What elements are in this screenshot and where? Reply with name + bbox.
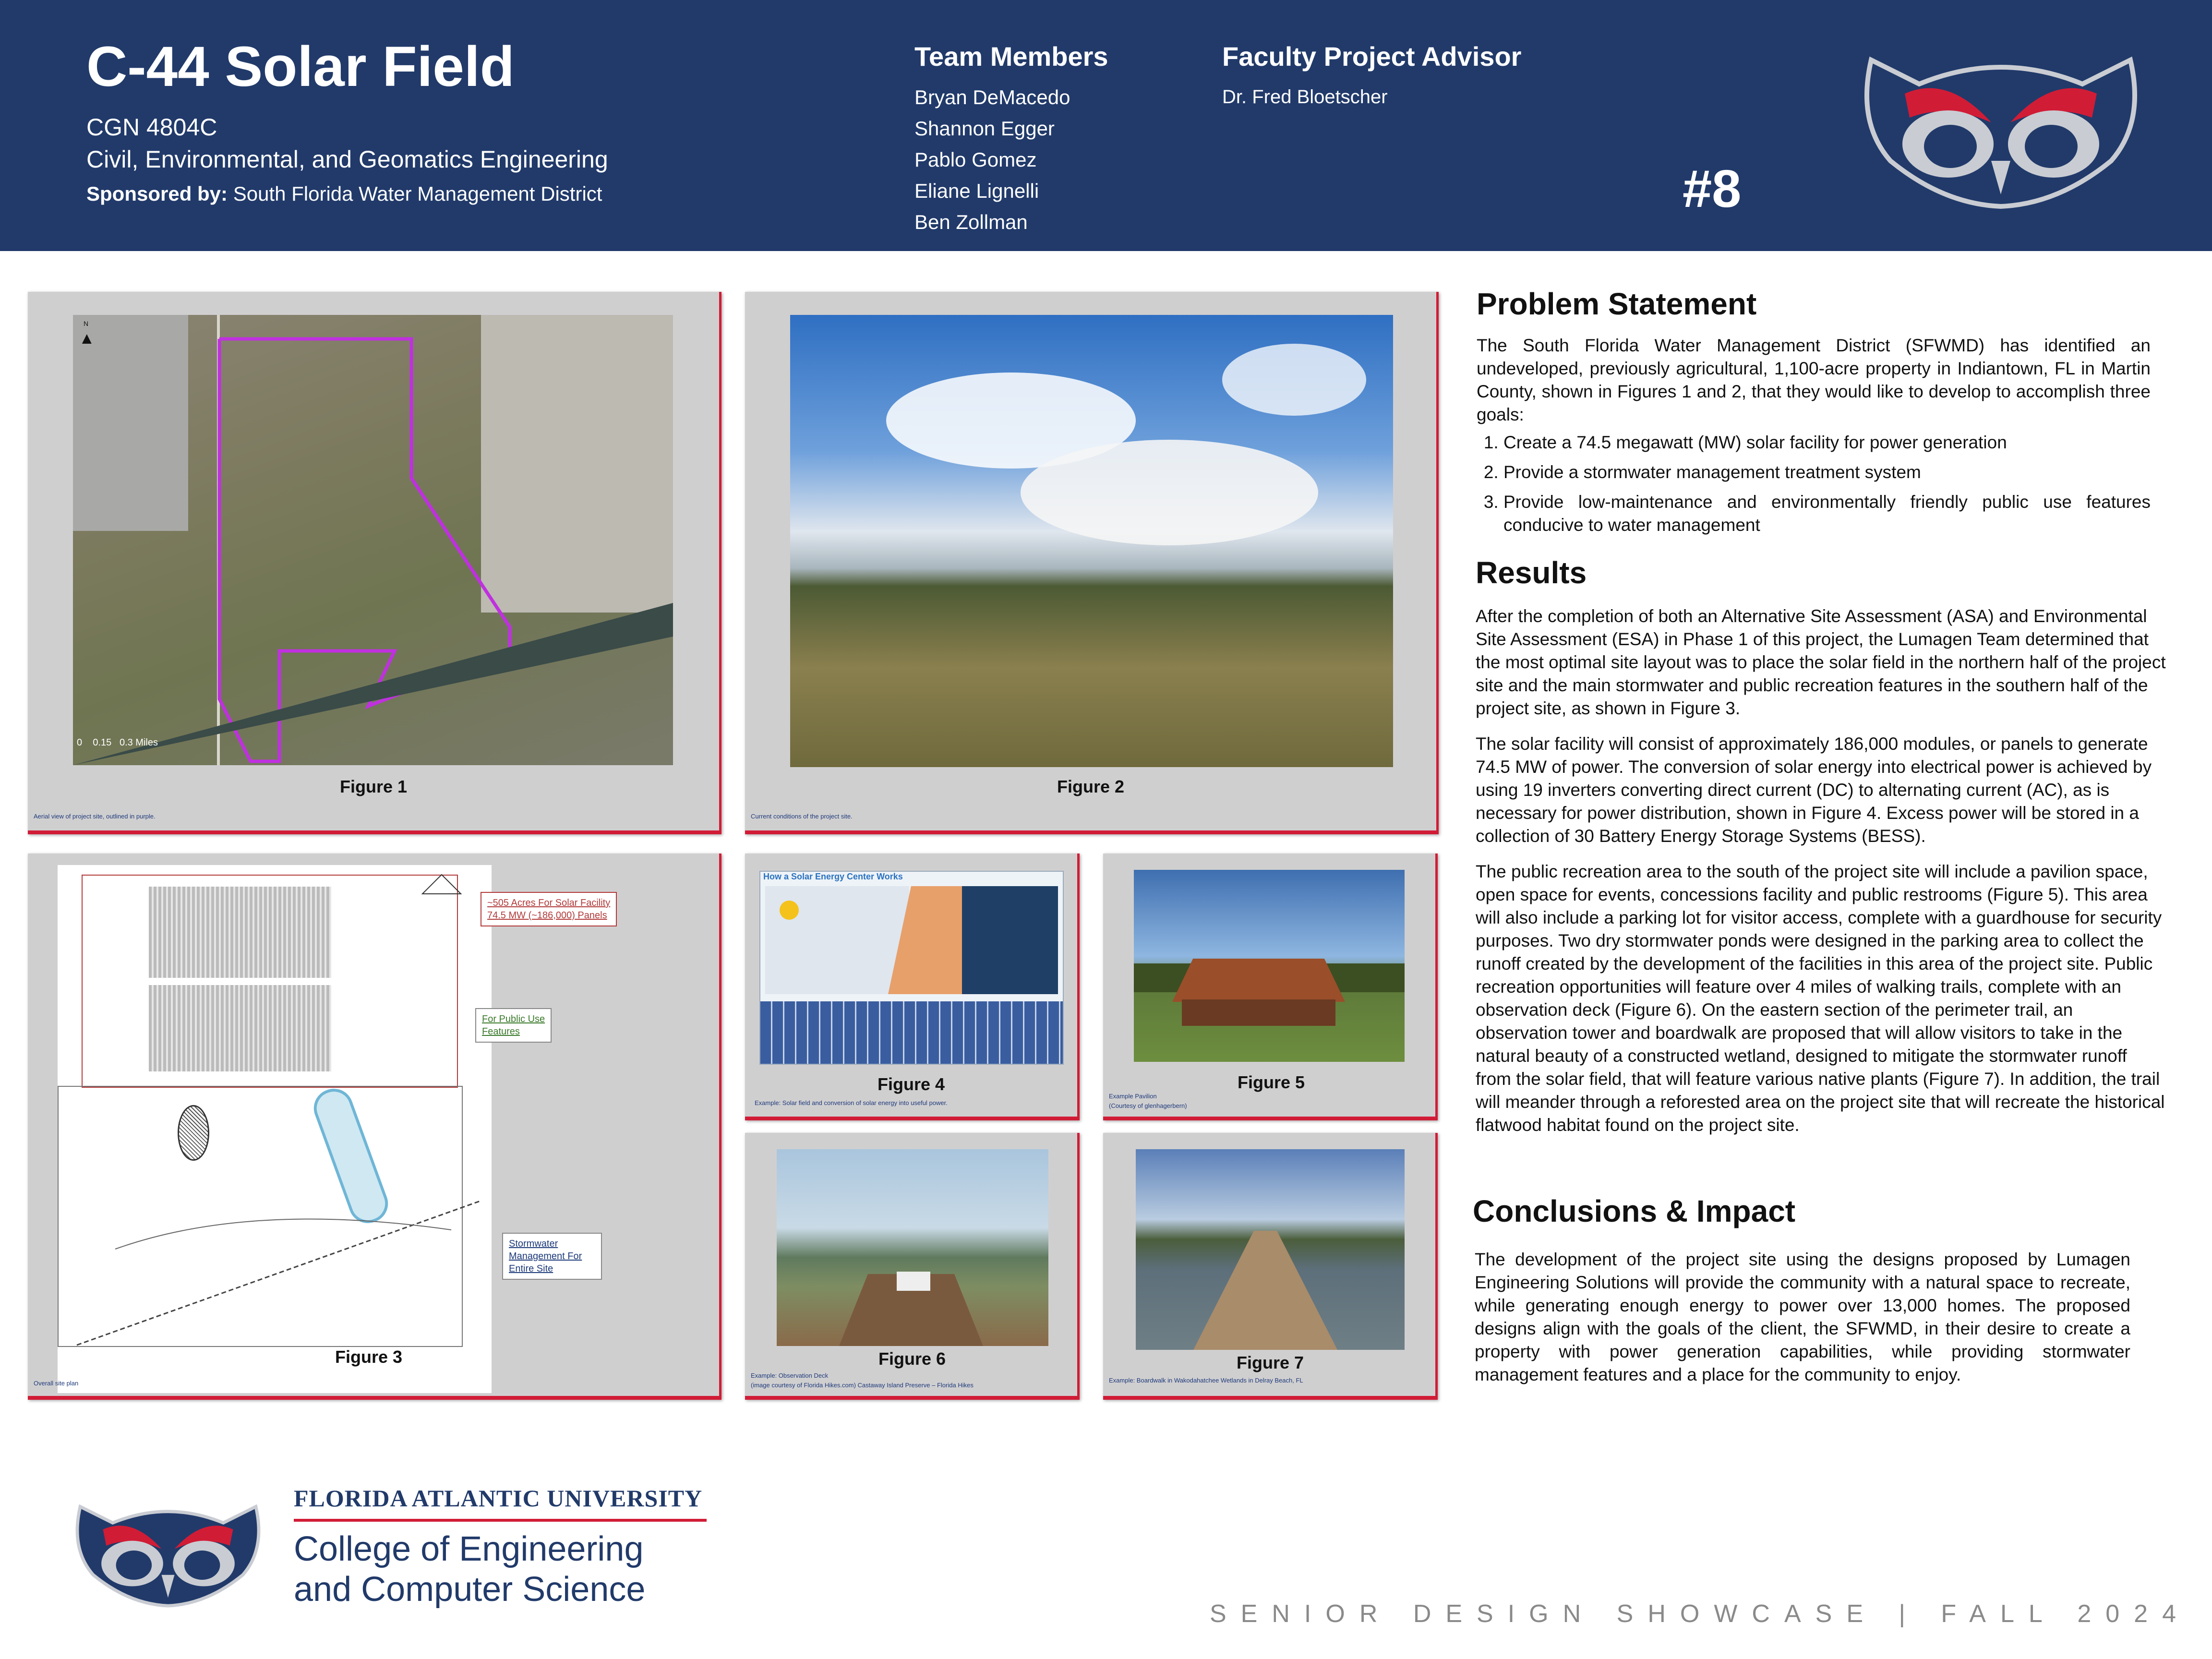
team-heading: Team Members <box>914 41 1108 72</box>
results-paragraph-3: The public recreation area to the south of the project site will include a pavilion space, open space for events, concessions facility and public restrooms (Figure 5). This area will also include a parking lot for visitor access, complete with a guardhouse for security purposes. Two dry stormwater ponds were designed in the parking area to collect the runoff created by the development of the facilities in this area of the project site. Public recreation opportunities will feature over 4 miles of walking trails, complete with an observation deck (Figure 6). On the eastern section of the perimeter trail, an observation tower and boardwalk are proposed that will allow visitors to take in the natural beauty of a constructed wetland, designed to mitigate the stormwater runoff from the solar field, that will feature various native plants (Figure 7). In addition, the trail will meander through a reforested area on the project site that will recreate the historical flatwood habitat found on the project site. <box>1476 862 2165 1135</box>
figure-1-note: Aerial view of project site, outlined in purple. <box>34 813 156 820</box>
university-name: FLORIDA ATLANTIC UNIVERSITY <box>294 1485 703 1512</box>
fau-owl-logo <box>1852 41 2150 209</box>
figure-7-note: Example: Boardwalk in Wakodahatchee Wetlands in Delray Beach, FL <box>1109 1377 1303 1384</box>
figure-2-note: Current conditions of the project site. <box>751 813 853 820</box>
results-body <box>1476 605 2167 1149</box>
site-plan-drawing <box>58 865 492 1393</box>
figure-4-note: Example: Solar field and conversion of solar energy into useful power. <box>755 1099 948 1106</box>
site-boundary-outline <box>73 315 673 765</box>
solar-center-diagram <box>759 871 1064 1065</box>
public-use-label <box>475 1008 552 1043</box>
goal-item: 2. Provide a stormwater management treatment system <box>1503 461 2151 484</box>
showcase-label: SENIOR DESIGN SHOWCASE | FALL 2024 <box>1210 1600 2191 1628</box>
goal-item: 3. Provide low-maintenance and environmentally friendly public use features conducive to water management <box>1503 491 2151 537</box>
solar-label-line: 74.5 MW (~186,000) Panels <box>487 910 607 921</box>
sponsor-label: Sponsored by: <box>86 182 228 205</box>
goals-list <box>1477 431 2151 537</box>
results-paragraph-2: The solar facility will consist of approximately 186,000 modules, or panels to generate 74.5 MW of power. The conversion of solar energy into electrical power is achieved by using 19 inverters converting direct current (DC) to alternating current (AC), as is necessary for power distribution, shown in Figure 4. Excess power will be stored in a collection of 30 Battery Energy Storage Systems (BESS). <box>1476 734 2152 846</box>
figure-1-panel <box>28 292 721 834</box>
college-line-1: College of Engineering <box>294 1530 644 1568</box>
course-code: CGN 4804C <box>86 114 217 141</box>
advisor-name: Dr. Fred Bloetscher <box>1222 86 1388 108</box>
advisor-heading: Faculty Project Advisor <box>1222 41 1522 72</box>
figure-6-panel <box>745 1133 1080 1400</box>
figure-5-credit: (Courtesy of glenhagerbern) <box>1109 1102 1187 1109</box>
boardwalk-photo <box>1136 1149 1405 1350</box>
team-member: Eliane Lignelli <box>914 180 1039 202</box>
problem-intro: The South Florida Water Management District (SFWMD) has identified an undeveloped, previously agricultural, 1,100-acre property in Indiantown, FL in Martin County, shown in Figures 1 and 2, that they would like to develop to accomplish three goals: <box>1477 336 2151 424</box>
north-arrow-icon: ▲ <box>79 329 95 348</box>
figure-4-caption: Figure 4 <box>877 1074 945 1094</box>
map-scale-bar: 0 0.15 0.3 Miles <box>77 737 158 748</box>
problem-body <box>1477 334 2151 543</box>
observation-deck-photo <box>777 1149 1048 1346</box>
figure-6-caption: Figure 6 <box>878 1349 946 1369</box>
storm-label-line: Stormwater <box>509 1238 558 1249</box>
conclusions-heading: Conclusions & Impact <box>1473 1194 1796 1228</box>
storm-label-line: Entire Site <box>509 1263 553 1274</box>
pavilion-photo <box>1134 870 1405 1062</box>
public-label-line: Features <box>482 1026 520 1037</box>
team-member: Bryan DeMacedo <box>914 86 1070 108</box>
advisor-block <box>1222 41 1521 113</box>
stormwater-label <box>502 1233 602 1280</box>
solar-label-line: ~505 Acres For Solar Facility <box>487 898 611 908</box>
team-member: Ben Zollman <box>914 211 1028 233</box>
north-label: N <box>84 320 89 327</box>
figure-3-caption: Figure 3 <box>335 1347 403 1367</box>
college-name <box>294 1529 645 1610</box>
team-member: Pablo Gomez <box>914 148 1037 171</box>
diagram-title: How a Solar Energy Center Works <box>763 872 903 881</box>
aerial-map-image <box>73 315 673 765</box>
figure-7-panel <box>1103 1133 1438 1400</box>
figure-4-panel <box>745 854 1080 1120</box>
results-heading: Results <box>1476 555 1587 590</box>
footer-divider <box>294 1519 707 1522</box>
results-paragraph-1: After the completion of both an Alternative Site Assessment (ASA) and Environmental Site Assessment (ESA) in Phase 1 of this project, the Lumagen Team determined that the most optimal site layout was to place the solar field in the northern half of the project site and the main stormwater and public recreation features in the southern half of the project site, as shown in Figure 3. <box>1476 606 2166 718</box>
figure-5-panel <box>1103 854 1438 1120</box>
figure-6-note: Example: Observation Deck <box>751 1372 829 1379</box>
figure-7-caption: Figure 7 <box>1237 1353 1304 1372</box>
college-line-2: and Computer Science <box>294 1570 646 1609</box>
conclusions-paragraph: The development of the project site using the designs proposed by Lumagen Engineering Solutions will provide the community with a natural space to recreate, while generating enough energy to power over 13,000 homes. The proposed designs align with the goals of the client, the SFWMD, in their desire to create a property with power generation capabilities, while providing stormwater management features and a place for the community to enjoy. <box>1475 1250 2130 1384</box>
goal-item: 1. Create a 74.5 megawatt (MW) solar facility for power generation <box>1503 431 2151 454</box>
figure-6-credit: (image courtesy of Florida Hikes.com) Castaway Island Preserve – Florida Hikes <box>751 1382 974 1389</box>
figure-3-note: Overall site plan <box>34 1380 79 1387</box>
conclusions-body <box>1475 1248 2130 1399</box>
problem-heading: Problem Statement <box>1477 287 1757 321</box>
sponsor-line <box>86 182 602 205</box>
sponsor-name: South Florida Water Management District <box>233 182 602 205</box>
figure-1-caption: Figure 1 <box>339 777 408 796</box>
storm-label-line: Management For <box>509 1251 582 1262</box>
figure-3-panel <box>28 854 721 1400</box>
fau-owl-logo <box>67 1493 269 1608</box>
poster-title: C-44 Solar Field <box>86 35 515 98</box>
figure-2-caption: Figure 2 <box>1057 777 1125 796</box>
project-number: #8 <box>1683 159 1742 218</box>
public-label-line: For Public Use <box>482 1014 545 1024</box>
solar-facility-label <box>481 892 617 926</box>
figure-5-caption: Figure 5 <box>1238 1072 1305 1092</box>
team-member: Shannon Egger <box>914 117 1055 140</box>
team-members <box>914 41 1108 238</box>
header-banner <box>0 0 2212 251</box>
department: Civil, Environmental, and Geomatics Engineering <box>86 146 608 173</box>
figure-5-note: Example Pavilion <box>1109 1093 1157 1100</box>
figure-2-panel <box>745 292 1439 834</box>
site-landscape-photo <box>790 315 1393 767</box>
